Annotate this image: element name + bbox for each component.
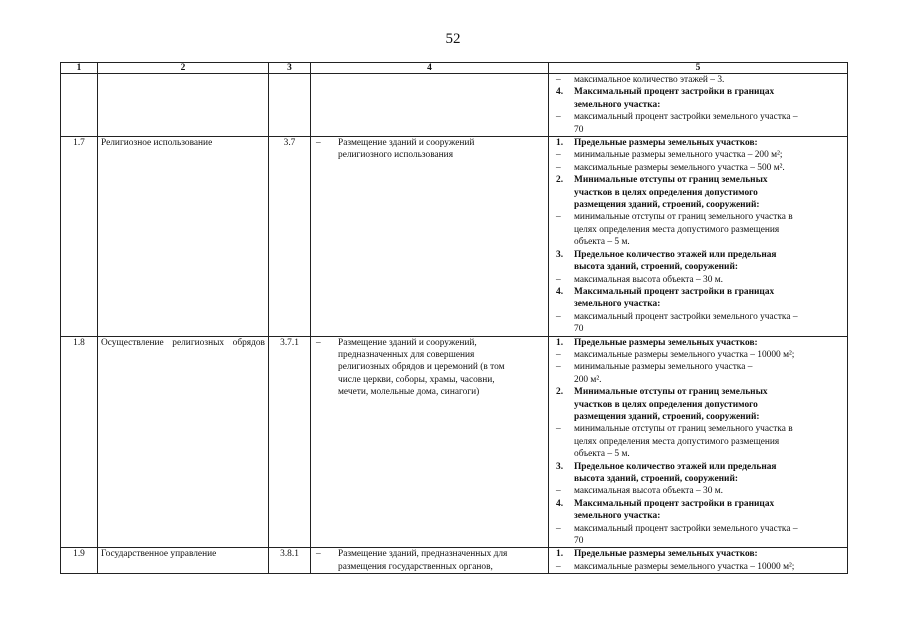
- description-line: мечети, молельные дома, синагоги): [338, 387, 480, 398]
- parameter-text: объекта – 5 м.: [574, 449, 630, 460]
- parameter-text: максимальная высота объекта – 30 м.: [574, 274, 724, 285]
- parameter-line: [552, 473, 844, 485]
- indent: [552, 124, 574, 136]
- parameter-text: Минимальные отступы от границ земельных: [574, 387, 768, 398]
- use-description: [311, 74, 549, 137]
- dash-marker: –: [316, 337, 321, 348]
- parameter-line: [552, 311, 844, 323]
- item-number: 4.: [556, 498, 564, 509]
- description-line: числе церкви, соборы, храмы, часовни,: [338, 374, 495, 385]
- parameter-line: [552, 386, 844, 398]
- item-number: 4.: [556, 286, 564, 297]
- column-header: 2: [98, 63, 269, 74]
- parameter-text: максимальные размеры земельного участка – 10000 м²;: [574, 349, 795, 360]
- parameter-line: [552, 74, 844, 86]
- dash-marker: –: [556, 75, 561, 85]
- parameter-line: [552, 323, 844, 335]
- parameter-text: целях определения места допустимого размещения: [574, 224, 780, 235]
- indent: [552, 236, 574, 248]
- row-number: 1.8: [61, 336, 98, 548]
- parameter-text: высота зданий, строений, сооружений:: [574, 474, 738, 484]
- description-line: религиозных обрядов и церемоний (в том: [338, 362, 505, 373]
- parameter-text: Предельное количество этажей или предельная: [574, 461, 777, 472]
- parameter-line: [552, 274, 844, 286]
- parameter-text: 70: [574, 536, 584, 547]
- indent: [552, 436, 574, 448]
- parameter-line: [552, 199, 844, 211]
- indent: [552, 535, 574, 547]
- parameter-line: [552, 448, 844, 460]
- indent: [552, 298, 574, 310]
- item-number: 2.: [556, 387, 564, 398]
- dash-marker: –: [316, 549, 321, 560]
- use-description: [311, 137, 549, 337]
- parameter-text: Предельные размеры земельных участков:: [574, 337, 758, 348]
- parameter-line: [552, 523, 844, 535]
- dash-marker: –: [556, 523, 561, 534]
- description-line: религиозного использования: [338, 150, 454, 161]
- item-number: 1.: [556, 138, 564, 149]
- dash-marker: –: [556, 162, 561, 173]
- parameter-line: [552, 286, 844, 298]
- dash-marker: –: [556, 349, 561, 360]
- indent: [552, 323, 574, 335]
- indent: [552, 224, 574, 236]
- parameter-text: максимальное количество этажей – 3.: [574, 75, 725, 85]
- parameter-line: [552, 361, 844, 373]
- dash-marker: –: [556, 486, 561, 497]
- parameter-line: [552, 436, 844, 448]
- parameter-line: [552, 99, 844, 111]
- column-header: 3: [269, 63, 311, 74]
- parameter-text: участков в целях определения допустимого: [574, 187, 758, 198]
- use-type-name: [98, 74, 269, 137]
- dash-marker: –: [556, 561, 561, 572]
- column-header: 5: [549, 63, 848, 74]
- table-body: [61, 74, 848, 574]
- parameter-text: размещения зданий, строений, сооружений:: [574, 200, 760, 211]
- parameter-text: 70: [574, 324, 584, 335]
- column-header: 4: [311, 63, 549, 74]
- item-number: 4.: [556, 87, 564, 98]
- parameter-text: минимальные размеры земельного участка –: [574, 362, 753, 373]
- parameter-line: [552, 187, 844, 199]
- description-line: Размещение зданий и сооружений,: [338, 337, 477, 348]
- parameter-text: Предельные размеры земельных участков:: [574, 549, 758, 560]
- parameter-text: земельного участка:: [574, 511, 661, 522]
- parameter-line: [552, 162, 844, 174]
- parameter-line: [552, 124, 844, 136]
- description-line: Размещение зданий и сооружений: [338, 138, 475, 149]
- description-item: [314, 548, 545, 573]
- parameter-text: Максимальный процент застройки в границах: [574, 286, 775, 297]
- description-line: Размещение зданий, предназначенных для: [338, 549, 508, 560]
- use-description: [311, 336, 549, 548]
- parameter-text: земельного участка:: [574, 299, 661, 310]
- description-item: [314, 337, 545, 399]
- parameter-line: [552, 137, 844, 149]
- row-number: 1.7: [61, 137, 98, 337]
- parameter-text: целях определения места допустимого размещения: [574, 436, 780, 447]
- regulations-table: [60, 62, 848, 574]
- parameter-line: [552, 86, 844, 98]
- parameter-text: максимальные размеры земельного участка – 500 м².: [574, 162, 785, 173]
- parameters-cell: [549, 336, 848, 548]
- indent: [552, 199, 574, 211]
- parameter-text: 70: [574, 124, 584, 135]
- description-line: размещения государственных органов,: [338, 561, 493, 572]
- dash-marker: –: [556, 311, 561, 322]
- parameter-text: Максимальный процент застройки в границах: [574, 87, 775, 98]
- indent: [552, 374, 574, 386]
- use-type-name: Государственное управление: [98, 548, 269, 574]
- parameter-text: Предельное количество этажей или предельная: [574, 249, 777, 260]
- indent: [552, 399, 574, 411]
- parameter-text: объекта – 5 м.: [574, 237, 630, 248]
- parameter-text: максимальный процент застройки земельного участка –: [574, 523, 798, 534]
- dash-marker: –: [556, 112, 561, 123]
- parameter-line: [552, 548, 844, 560]
- parameter-line: [552, 349, 844, 361]
- parameter-line: [552, 337, 844, 349]
- table-row: [61, 74, 848, 137]
- parameters-cell: [549, 548, 848, 574]
- table-row: [61, 137, 848, 337]
- parameter-text: минимальные отступы от границ земельного участка в: [574, 212, 793, 223]
- table-row: [61, 336, 848, 548]
- parameter-text: размещения зданий, строений, сооружений:: [574, 411, 760, 422]
- item-number: 2.: [556, 175, 564, 186]
- parameter-line: [552, 461, 844, 473]
- parameter-line: [552, 149, 844, 161]
- indent: [552, 448, 574, 460]
- dash-marker: –: [556, 150, 561, 161]
- parameter-line: [552, 485, 844, 497]
- row-number: 1.9: [61, 548, 98, 574]
- parameters-cell: [549, 137, 848, 337]
- parameter-text: максимальный процент застройки земельного участка –: [574, 112, 798, 123]
- parameter-text: 200 м².: [574, 374, 602, 385]
- dash-marker: –: [316, 138, 321, 149]
- parameter-line: [552, 374, 844, 386]
- indent: [552, 411, 574, 423]
- parameter-line: [552, 249, 844, 261]
- use-description: [311, 548, 549, 574]
- parameter-line: [552, 561, 844, 573]
- parameter-line: [552, 174, 844, 186]
- column-header: 1: [61, 63, 98, 74]
- indent: [552, 261, 574, 273]
- parameter-text: Максимальный процент застройки в границах: [574, 498, 775, 509]
- parameters-cell: [549, 74, 848, 137]
- item-number: 1.: [556, 549, 564, 560]
- row-number: [61, 74, 98, 137]
- indent: [552, 510, 574, 522]
- parameter-line: [552, 399, 844, 411]
- item-number: 1.: [556, 337, 564, 348]
- indent: [552, 99, 574, 111]
- dash-marker: –: [556, 424, 561, 435]
- parameter-line: [552, 510, 844, 522]
- use-type-name: Религиозное использование: [98, 137, 269, 337]
- parameter-line: [552, 261, 844, 273]
- item-number: 3.: [556, 461, 564, 472]
- use-type-code: 3.8.1: [269, 548, 311, 574]
- indent: [552, 473, 574, 485]
- parameter-line: [552, 211, 844, 223]
- item-number: 3.: [556, 249, 564, 260]
- use-type-code: 3.7.1: [269, 336, 311, 548]
- dash-marker: –: [556, 212, 561, 223]
- parameter-line: [552, 224, 844, 236]
- use-type-code: [269, 74, 311, 137]
- parameter-line: [552, 423, 844, 435]
- dash-marker: –: [556, 362, 561, 373]
- page-number: 52: [445, 31, 461, 47]
- parameter-line: [552, 498, 844, 510]
- parameter-text: Минимальные отступы от границ земельных: [574, 175, 768, 186]
- description-line: предназначенных для совершения: [338, 349, 475, 360]
- table-row: [61, 548, 848, 574]
- parameter-text: минимальные отступы от границ земельного участка в: [574, 424, 793, 435]
- use-type-name: Осуществление религиозных обрядов: [98, 336, 269, 548]
- parameter-text: максимальная высота объекта – 30 м.: [574, 486, 724, 497]
- parameter-text: максимальный процент застройки земельного участка –: [574, 311, 798, 322]
- parameter-text: максимальные размеры земельного участка – 10000 м²;: [574, 561, 795, 572]
- description-item: [314, 137, 545, 162]
- indent: [552, 187, 574, 199]
- parameter-text: Предельные размеры земельных участков:: [574, 138, 758, 149]
- parameter-line: [552, 298, 844, 310]
- table-header-row: [61, 63, 848, 74]
- use-type-code: 3.7: [269, 137, 311, 337]
- dash-marker: –: [556, 274, 561, 285]
- parameter-line: [552, 411, 844, 423]
- parameter-line: [552, 111, 844, 123]
- parameter-text: минимальные размеры земельного участка – 200 м²;: [574, 150, 783, 161]
- parameter-text: участков в целях определения допустимого: [574, 399, 758, 410]
- parameter-line: [552, 236, 844, 248]
- parameter-line: [552, 535, 844, 547]
- parameter-text: высота зданий, строений, сооружений:: [574, 262, 738, 273]
- parameter-text: земельного участка:: [574, 99, 661, 110]
